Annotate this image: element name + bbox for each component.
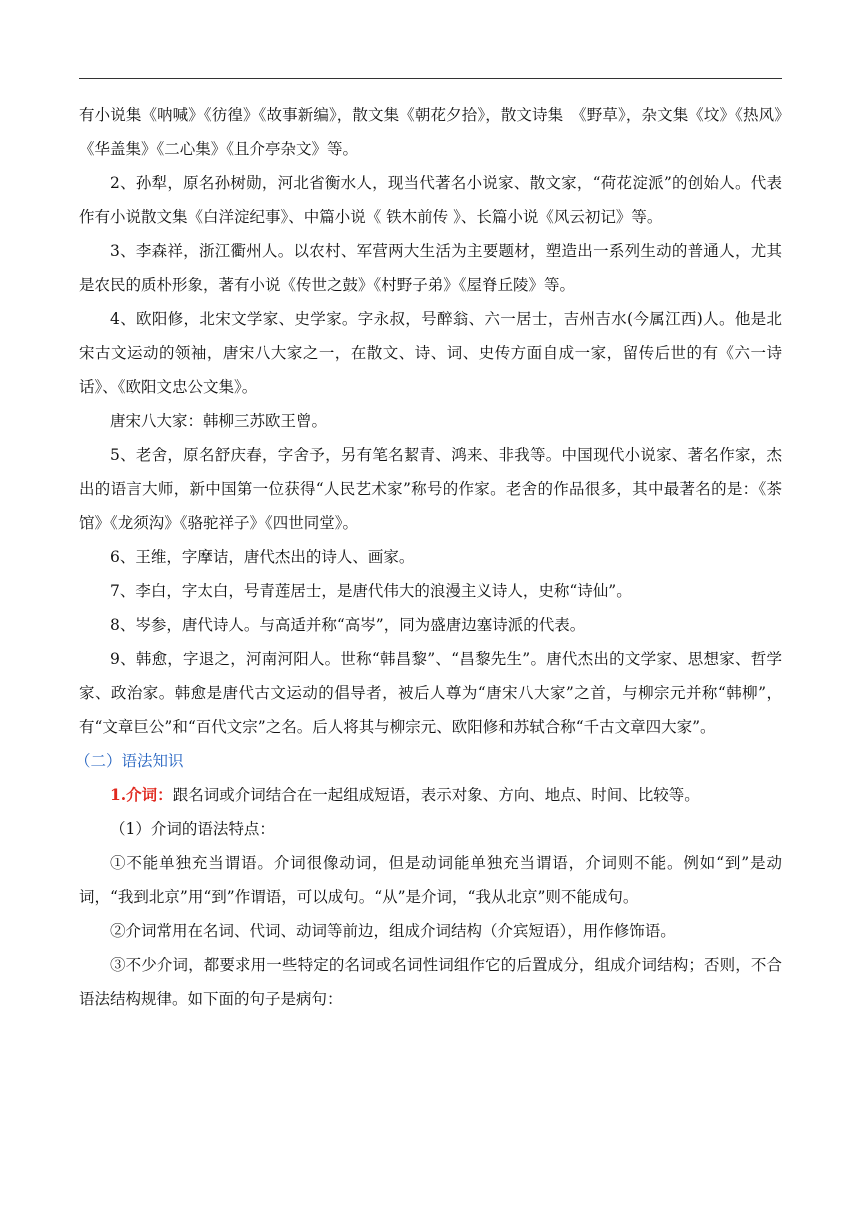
preposition-term: 1.介词： (110, 785, 173, 804)
paragraph-luxun-works: 有小说集《呐喊》《彷徨》《故事新编》，散文集《朝花夕拾》，散文诗集 《野草》，杂文集《坟》《热风》《华盖集》《二心集》《且介亭杂文》等。 (79, 106, 782, 158)
paragraph-wangwei: 6、王维，字摩诘，唐代杰出的诗人、画家。 (110, 548, 415, 566)
section-title: （二）语法知识 (75, 752, 184, 770)
paragraph-hanyu: 9、韩愈，字退之，河南河阳人。世称“韩昌黎”、“昌黎先生”。唐代杰出的文学家、思想家、哲学家、政治家。韩愈是唐代古文运动的倡导者，被后人尊为“唐宋八大家”之首，与柳宗元并称“韩柳”，有“文章巨公”和“百代文宗”之名。后人将其与柳宗元、欧阳修和苏轼合称“千古文章四大家”。 (79, 650, 782, 736)
preposition-definition (79, 778, 782, 812)
grammar-point-1: ①不能单独充当谓语。介词很像动词，但是动词能单独充当谓语，介词则不能。例如“到”是动词，“我到北京”用“到”作谓语，可以成句。“从”是介词，“我从北京”则不能成句。 (79, 854, 782, 906)
paragraph-censhen: 8、岑参，唐代诗人。与高适并称“高岑”，同为盛唐边塞诗派的代表。 (110, 616, 586, 634)
grammar-point-2: ②介词常用在名词、代词、动词等前边，组成介词结构（介宾短语），用作修饰语。 (110, 922, 676, 940)
preposition-definition-text: 跟名词或介词结合在一起组成短语，表示对象、方向、地点、时间、比较等。 (172, 786, 700, 804)
paragraph-sunli: 2、孙犁，原名孙树勋，河北省衡水人，现当代著名小说家、散文家，“荷花淀派”的创始人。代表作有小说散文集《白洋淀纪事》、中篇小说《 铁木前传 》、长篇小说《风云初记》等。 (79, 174, 782, 226)
paragraph-ouyangxiu: 4、欧阳修，北宋文学家、史学家。字永叔，号醉翁、六一居士，吉州吉水(今属江西)人。他是北宋古文运动的领袖，唐宋八大家之一，在散文、诗、词、史传方面自成一家，留传后世的有《六一诗话》、《欧阳文忠公文集》。 (79, 310, 782, 396)
paragraph-libai: 7、李白，字太白，号青莲居士，是唐代伟大的浪漫主义诗人，史称“诗仙”。 (110, 582, 632, 600)
grammar-point-3: ③不少介词，都要求用一些特定的名词或名词性词组作它的后置成分，组成介词结构；否则，不合语法结构规律。如下面的句子是病句： (79, 956, 782, 1008)
paragraph-lisenxiang: 3、李森祥，浙江衢州人。以农村、军营两大生活为主要题材，塑造出一系列生动的普通人，尤其是农民的质朴形象，著有小说《传世之鼓》《村野子弟》《屋脊丘陵》等。 (79, 242, 782, 294)
document-body (75, 98, 782, 1016)
paragraph-eight-masters: 唐宋八大家：韩柳三苏欧王曾。 (110, 412, 328, 430)
paragraph-laoshe: 5、老舍，原名舒庆春，字舍予，另有笔名絜青、鸿来、非我等。中国现代小说家、著名作家，杰出的语言大师，新中国第一位获得“人民艺术家”称号的作家。老舍的作品很多，其中最著名的是：《茶馆》《龙须沟》《骆驼祥子》《四世同堂》。 (79, 446, 782, 532)
sub-heading: （1）介词的语法特点： (110, 820, 275, 838)
header-rule (79, 78, 782, 79)
